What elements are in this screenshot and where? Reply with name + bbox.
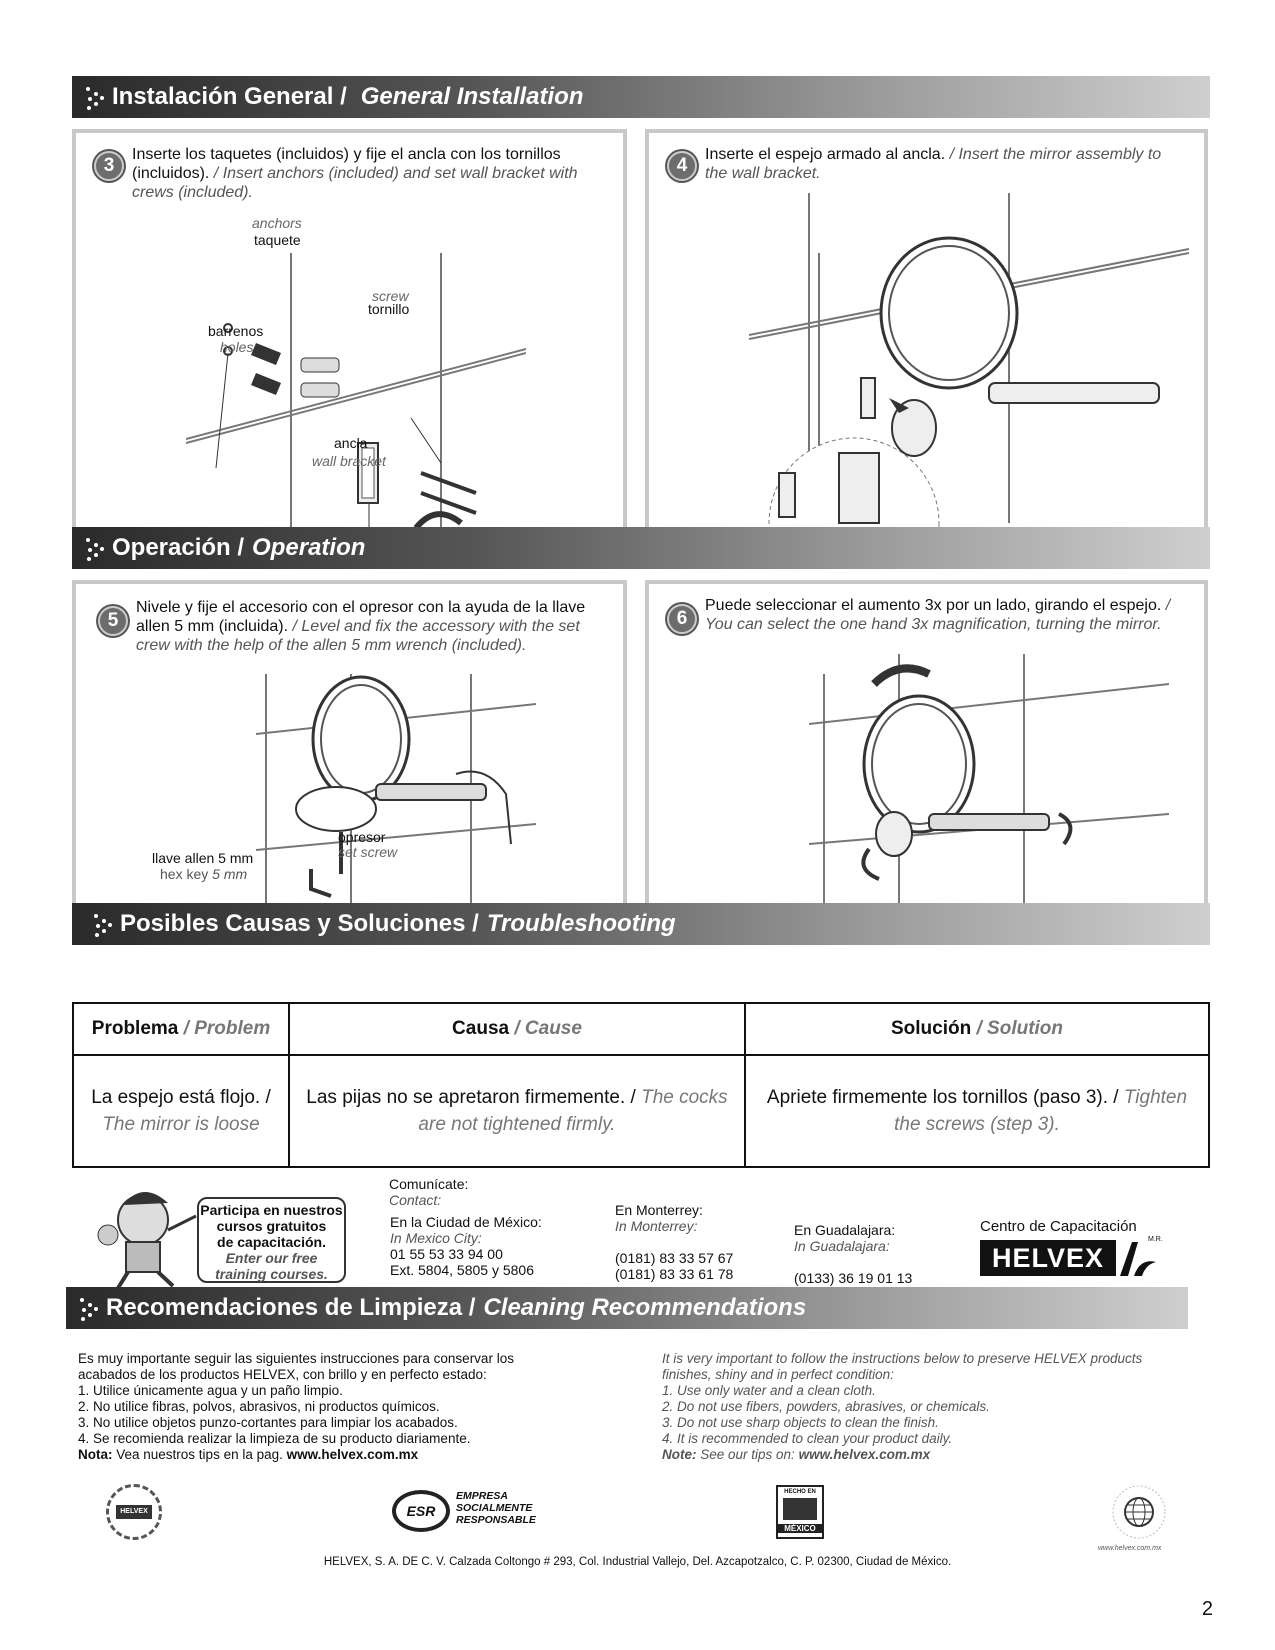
step-6-text: Puede seleccionar el aumento 3x por un lado, girando el espejo. / You can select the one hand 3x magnification, turning the mirror. <box>705 597 1171 633</box>
step-4-panel <box>645 129 1208 533</box>
label-holes-es: barrenos <box>208 323 264 339</box>
dots-icon <box>84 534 106 562</box>
label-anchors-en: anchors <box>252 215 302 231</box>
dots-icon <box>92 910 114 938</box>
section-title-es: Recomendaciones de Limpieza / <box>106 1294 476 1321</box>
dots-icon <box>84 83 106 111</box>
section-title-es: Posibles Causas y Soluciones / <box>120 910 479 937</box>
table-header: Problema / Problem <box>73 1003 289 1055</box>
training-callout: Participa en nuestros cursos gratuitos de capacitación. Enter our free training courses. <box>197 1197 346 1283</box>
section-title-en: Troubleshooting <box>486 910 676 937</box>
section-header-cleaning <box>66 1287 1188 1329</box>
mexico-eagle-icon <box>783 1498 817 1520</box>
section-title-en: Operation <box>252 534 366 561</box>
label-screw-en: screw <box>372 288 409 304</box>
page-number: 2 <box>1201 1598 1213 1620</box>
cleaning-en: It is very important to follow the instructions below to preserve HELVEX products finishes, shiny and in perfect condition: 1. Use only water and a clean cloth. 2. Do not use fibers, powders, abrasives, or chemicals. 3. Do not use sharp objects to clean the finish. 4. It is recommended to clean your product daily. Note: See our tips on: www.helvex.com.mx <box>662 1351 1143 1462</box>
table-cell: Las pijas no se apretaron firmemente. / The cocks are not tightened firmly. <box>289 1055 745 1167</box>
step-3-panel <box>72 129 627 533</box>
section-header-troubleshooting <box>72 903 1210 945</box>
step-4-text: Inserte el espejo armado al ancla. / Insert the mirror assembly to the wall bracket. <box>705 146 1162 182</box>
label-hexkey-es: llave allen 5 mm <box>152 850 254 866</box>
globe-icon <box>1110 1483 1168 1541</box>
step-number: 4 <box>667 151 697 181</box>
label-hexkey-en: hex key 5 mm <box>160 866 248 882</box>
dots-icon <box>78 1294 100 1322</box>
section-title-es: Operación / <box>112 534 245 561</box>
footer-address: HELVEX, S. A. DE C. V. Calzada Coltongo # 293, Col. Industrial Vallejo, Del. Azcapotzalco, C. P. 02300, Ciudad de México. <box>323 1556 952 1568</box>
section-header-installation <box>72 76 1210 118</box>
step-6-illustration <box>809 654 1169 914</box>
registered-mark: M.R. <box>1148 1236 1163 1243</box>
step-4-illustration <box>749 193 1189 529</box>
label-bracket-en: wall bracket <box>312 453 386 469</box>
section-title-en: Cleaning Recommendations <box>483 1294 807 1321</box>
label-bracket-es: ancla <box>334 435 368 451</box>
web-url: www.helvex.com.mx <box>1098 1545 1162 1552</box>
table-cell: La espejo está flojo. / The mirror is loose <box>73 1055 289 1167</box>
hecho-en-mexico-logo: HECHO EN MÉXICO <box>776 1485 824 1539</box>
step-3-illustration <box>186 253 526 533</box>
esr-logo: ESR <box>392 1490 450 1532</box>
table-header: Solución / Solution <box>745 1003 1209 1055</box>
table-header: Causa / Cause <box>289 1003 745 1055</box>
training-center-label: Centro de Capacitación <box>980 1218 1137 1235</box>
cleaning-es: Es muy importante seguir las siguientes instrucciones para conservar los acabados de los productos HELVEX, con brillo y en perfecto estado: 1. Utilice únicamente agua y un paño limpio. 2. No utilice fibras, polvos, abrasivos, ni productos químicos. 3. No utilice objetos punzo-cortantes para limpiar los acabados. 4. Se recomienda realizar la limpieza de su producto diariamente. Nota: Vea nuestros tips en la pag. www.helvex.com.mx <box>78 1351 514 1462</box>
label-anchors-es: taquete <box>254 232 301 248</box>
label-setscrew-en: set screw <box>338 844 398 860</box>
recycle-logo: HELVEX <box>106 1484 162 1540</box>
label-screw-es: tornillo <box>368 301 410 317</box>
step-number: 6 <box>667 604 697 634</box>
table-cell: Apriete firmemente los tornillos (paso 3). / Tighten the screws (step 3). <box>745 1055 1209 1167</box>
table-header-row <box>73 1003 1209 1055</box>
section-header-operation <box>72 527 1210 569</box>
step-3-text: Inserte los taquetes (incluidos) y fije el ancla con los tornillos (incluidos). / Insert anchors (included) and set wall bracket with crews (included). <box>132 146 578 201</box>
section-title-en: General Installation <box>360 83 584 110</box>
section-title-es: Instalación General / <box>112 83 347 110</box>
contact-title: Comunícate: Contact: <box>389 1176 469 1208</box>
step-5-illustration <box>256 674 536 904</box>
step-number: 5 <box>98 606 128 636</box>
step-5-panel <box>72 580 627 925</box>
label-holes-en: holes <box>220 339 254 355</box>
esr-label: EMPRESA SOCIALMENTE RESPONSABLE <box>456 1490 536 1526</box>
table-row <box>73 1055 1209 1167</box>
contact-mexico-city: En la Ciudad de México: In Mexico City: 01 55 53 33 94 00 Ext. 5804, 5805 y 5806 <box>390 1214 542 1278</box>
label-setscrew-es: opresor <box>338 829 386 845</box>
helvex-logo: HELVEX <box>980 1240 1116 1276</box>
troubleshooting-table <box>72 1002 1210 1168</box>
step-6-panel <box>645 580 1208 925</box>
step-5-text: Nivele y fije el accesorio con el opresor con la ayuda de la llave allen 5 mm (incluida). / Level and fix the accessory with the set crew with the help of the allen 5 mm wrench (included). <box>136 599 586 654</box>
step-number: 3 <box>94 151 124 181</box>
mascot-illustration <box>88 1180 198 1290</box>
contact-guadalajara: En Guadalajara: In Guadalajara: (0133) 36 19 01 13 <box>794 1222 913 1286</box>
helvex-mark-icon <box>1118 1240 1160 1278</box>
contact-monterrey: En Monterrey: In Monterrey: (0181) 83 33 57 67 (0181) 83 33 61 78 <box>615 1202 734 1282</box>
